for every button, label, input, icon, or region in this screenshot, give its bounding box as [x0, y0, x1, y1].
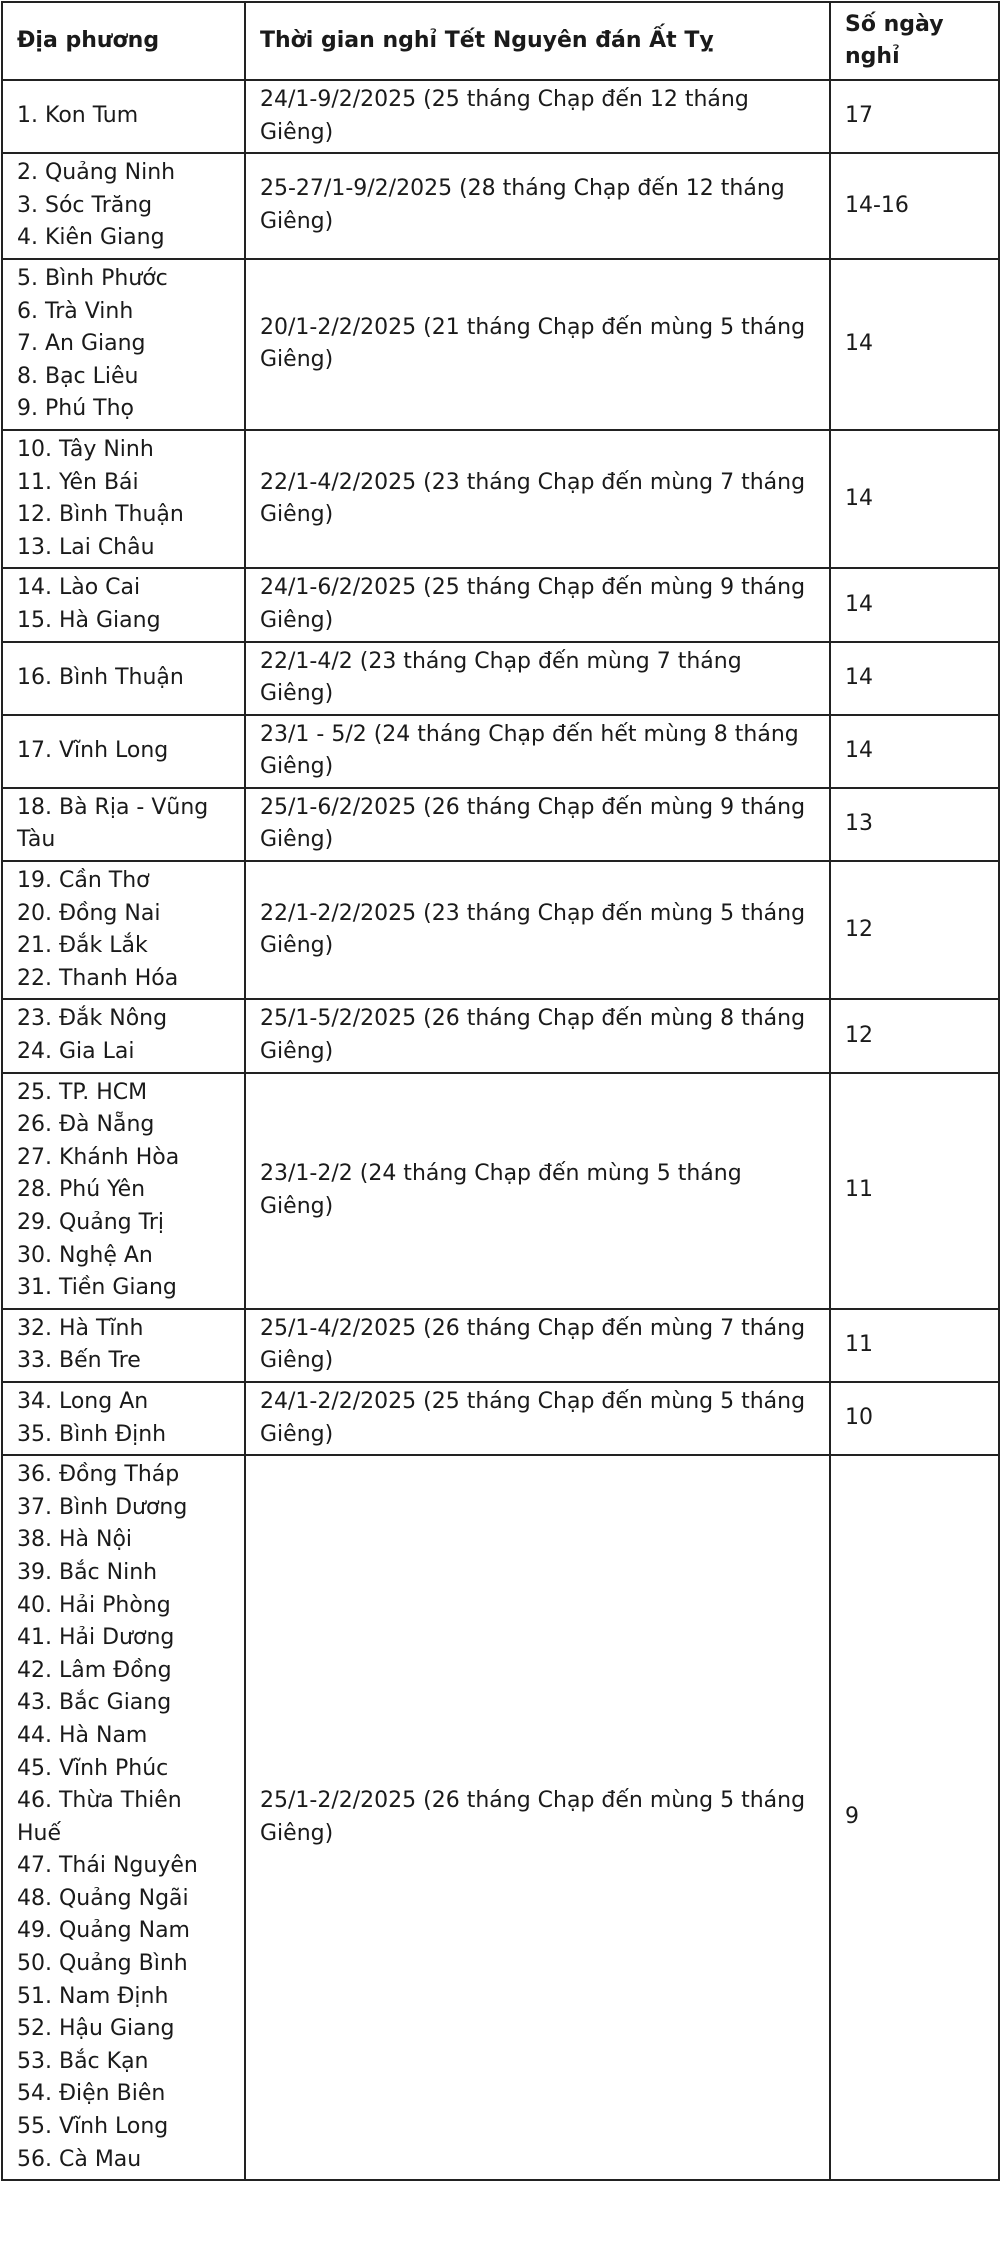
table-row	[2, 788, 999, 861]
location-item: 27. Khánh Hòa	[17, 1144, 180, 1170]
location-item: 8. Bạc Liêu	[17, 363, 139, 389]
location-item: 16. Bình Thuận	[17, 664, 184, 690]
table-row	[2, 1382, 999, 1455]
period-cell: 22/1-4/2 (23 tháng Chạp đến mùng 7 tháng Giêng)	[245, 642, 830, 715]
location-item: 5. Bình Phước	[17, 265, 168, 291]
header-period: Thời gian nghỉ Tết Nguyên đán Ất Tỵ	[245, 2, 830, 80]
location-cell	[2, 642, 245, 715]
period-cell: 20/1-2/2/2025 (21 tháng Chạp đến mùng 5 tháng Giêng)	[245, 259, 830, 430]
days-cell: 11	[830, 1309, 999, 1382]
location-item: 6. Trà Vinh	[17, 298, 134, 324]
location-item: 36. Đồng Tháp	[17, 1462, 180, 1488]
location-item: 26. Đà Nẵng	[17, 1112, 155, 1138]
table-row	[2, 1455, 999, 2180]
location-item: 21. Đắk Lắk	[17, 933, 148, 959]
location-item: 15. Hà Giang	[17, 607, 161, 633]
location-cell	[2, 1455, 245, 2180]
location-item: 7. An Giang	[17, 331, 146, 357]
location-item: 2. Quảng Ninh	[17, 160, 176, 186]
days-cell: 12	[830, 861, 999, 999]
location-cell	[2, 715, 245, 788]
table-row	[2, 430, 999, 568]
location-item: 38. Hà Nội	[17, 1527, 133, 1553]
table-row	[2, 80, 999, 153]
location-item: 45. Vĩnh Phúc	[17, 1755, 169, 1781]
days-cell: 11	[830, 1073, 999, 1309]
header-days: Số ngày nghỉ	[830, 2, 999, 80]
days-cell: 9	[830, 1455, 999, 2180]
location-cell	[2, 153, 245, 259]
location-item: 24. Gia Lai	[17, 1039, 135, 1065]
location-item: 4. Kiên Giang	[17, 225, 165, 251]
table-body	[2, 80, 999, 2180]
location-item: 54. Điện Biên	[17, 2081, 166, 2107]
period-cell: 25/1-6/2/2025 (26 tháng Chạp đến mùng 9 tháng Giêng)	[245, 788, 830, 861]
period-cell: 22/1-4/2/2025 (23 tháng Chạp đến mùng 7 tháng Giêng)	[245, 430, 830, 568]
period-cell: 25-27/1-9/2/2025 (28 tháng Chạp đến 12 tháng Giêng)	[245, 153, 830, 259]
table-row	[2, 715, 999, 788]
location-item: 33. Bến Tre	[17, 1348, 141, 1374]
table-row	[2, 153, 999, 259]
location-item: 34. Long An	[17, 1388, 149, 1414]
location-item: 25. TP. HCM	[17, 1079, 148, 1105]
location-item: 18. Bà Rịa - Vũng Tàu	[17, 794, 209, 853]
location-cell	[2, 430, 245, 568]
location-item: 28. Phú Yên	[17, 1177, 146, 1203]
location-item: 47. Thái Nguyên	[17, 1853, 198, 1879]
location-item: 11. Yên Bái	[17, 469, 139, 495]
days-cell: 14	[830, 430, 999, 568]
location-cell	[2, 788, 245, 861]
days-cell: 12	[830, 999, 999, 1072]
location-item: 17. Vĩnh Long	[17, 737, 169, 763]
location-item: 32. Hà Tĩnh	[17, 1315, 144, 1341]
location-item: 41. Hải Dương	[17, 1625, 175, 1651]
period-cell: 25/1-4/2/2025 (26 tháng Chạp đến mùng 7 tháng Giêng)	[245, 1309, 830, 1382]
table-header-row	[2, 2, 999, 80]
location-cell	[2, 568, 245, 641]
location-item: 30. Nghệ An	[17, 1242, 153, 1268]
location-item: 37. Bình Dương	[17, 1494, 188, 1520]
location-cell	[2, 1382, 245, 1455]
days-cell: 14	[830, 642, 999, 715]
location-item: 19. Cần Thơ	[17, 868, 150, 894]
location-item: 40. Hải Phòng	[17, 1592, 171, 1618]
days-cell: 13	[830, 788, 999, 861]
table-row	[2, 1309, 999, 1382]
location-item: 3. Sóc Trăng	[17, 192, 153, 218]
location-cell	[2, 999, 245, 1072]
location-item: 29. Quảng Trị	[17, 1210, 164, 1235]
table-row	[2, 259, 999, 430]
location-item: 50. Quảng Bình	[17, 1951, 188, 1977]
location-item: 23. Đắk Nông	[17, 1006, 168, 1032]
location-item: 9. Phú Thọ	[17, 396, 134, 422]
location-item: 51. Nam Định	[17, 1983, 169, 2009]
period-cell: 23/1 - 5/2 (24 tháng Chạp đến hết mùng 8 tháng Giêng)	[245, 715, 830, 788]
location-cell	[2, 1309, 245, 1382]
period-cell: 23/1-2/2 (24 tháng Chạp đến mùng 5 tháng Giêng)	[245, 1073, 830, 1309]
period-cell: 25/1-2/2/2025 (26 tháng Chạp đến mùng 5 tháng Giêng)	[245, 1455, 830, 2180]
location-item: 56. Cà Mau	[17, 2146, 142, 2172]
location-item: 55. Vĩnh Long	[17, 2114, 169, 2140]
location-item: 1. Kon Tum	[17, 103, 139, 129]
period-cell: 22/1-2/2/2025 (23 tháng Chạp đến mùng 5 tháng Giêng)	[245, 861, 830, 999]
tet-holiday-table	[1, 1, 1000, 2181]
days-cell: 17	[830, 80, 999, 153]
location-item: 42. Lâm Đồng	[17, 1657, 172, 1683]
location-item: 35. Bình Định	[17, 1421, 167, 1447]
location-item: 10. Tây Ninh	[17, 436, 154, 462]
days-cell: 14	[830, 568, 999, 641]
location-item: 20. Đồng Nai	[17, 900, 161, 926]
location-cell	[2, 259, 245, 430]
days-cell: 14-16	[830, 153, 999, 259]
location-item: 48. Quảng Ngãi	[17, 1885, 189, 1911]
header-location: Địa phương	[2, 2, 245, 80]
location-cell	[2, 861, 245, 999]
period-cell: 24/1-2/2/2025 (25 tháng Chạp đến mùng 5 tháng Giêng)	[245, 1382, 830, 1455]
location-item: 49. Quảng Nam	[17, 1918, 190, 1944]
period-cell: 24/1-6/2/2025 (25 tháng Chạp đến mùng 9 tháng Giêng)	[245, 568, 830, 641]
location-item: 39. Bắc Ninh	[17, 1559, 158, 1585]
location-item: 14. Lào Cai	[17, 575, 141, 601]
days-cell: 14	[830, 715, 999, 788]
table-row	[2, 642, 999, 715]
location-item: 12. Bình Thuận	[17, 502, 184, 528]
period-cell: 24/1-9/2/2025 (25 tháng Chạp đến 12 tháng Giêng)	[245, 80, 830, 153]
table-row	[2, 568, 999, 641]
location-item: 46. Thừa Thiên Huế	[17, 1788, 182, 1846]
table-row	[2, 1073, 999, 1309]
days-cell: 14	[830, 259, 999, 430]
location-item: 31. Tiền Giang	[17, 1275, 177, 1301]
days-cell: 10	[830, 1382, 999, 1455]
location-item: 22. Thanh Hóa	[17, 965, 179, 991]
location-cell	[2, 1073, 245, 1309]
period-cell: 25/1-5/2/2025 (26 tháng Chạp đến mùng 8 tháng Giêng)	[245, 999, 830, 1072]
location-item: 44. Hà Nam	[17, 1722, 148, 1748]
location-item: 53. Bắc Kạn	[17, 2048, 149, 2074]
location-item: 43. Bắc Giang	[17, 1690, 172, 1716]
location-cell	[2, 80, 245, 153]
table-row	[2, 861, 999, 999]
location-item: 52. Hậu Giang	[17, 2016, 175, 2042]
location-item: 13. Lai Châu	[17, 534, 155, 560]
table-row	[2, 999, 999, 1072]
